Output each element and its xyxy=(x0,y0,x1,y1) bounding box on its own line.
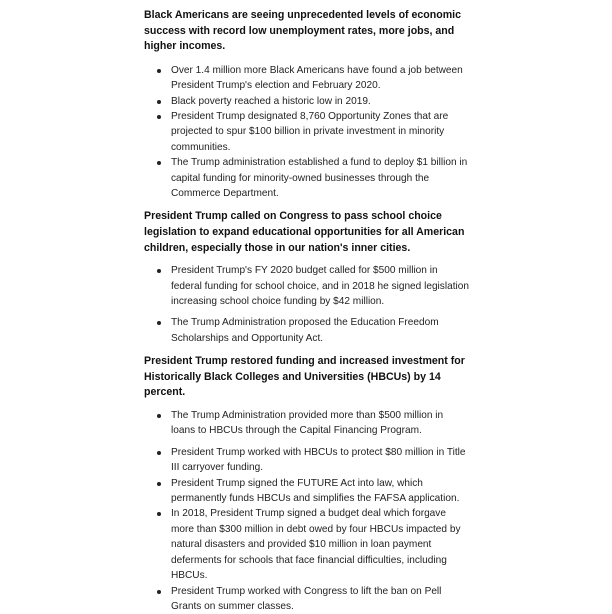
section-school-choice xyxy=(144,209,470,346)
list-item xyxy=(144,109,470,155)
bullet-dot-icon xyxy=(157,512,161,516)
section-economic-success xyxy=(144,8,470,201)
list-item xyxy=(144,94,470,109)
list-item xyxy=(144,584,470,614)
section-hbcu-funding xyxy=(144,354,470,614)
list-item-text: Black poverty reached a historic low in 2019. xyxy=(171,96,371,107)
document-body xyxy=(144,8,470,614)
list-item-text: Over 1.4 million more Black Americans have found a job between President Trump's election and February 2020. xyxy=(171,65,463,91)
list-item-text: President Trump's FY 2020 budget called for $500 million in federal funding for school choice, and in 2018 he signed legislation increasing school choice funding by $42 million. xyxy=(171,265,469,307)
bullet-dot-icon xyxy=(157,100,161,104)
list-item xyxy=(144,506,470,583)
bullet-dot-icon xyxy=(157,269,161,273)
list-item-text: In 2018, President Trump signed a budget deal which forgave more than $300 million in debt owed by four HBCUs impacted by natural disasters and provided $10 million in loan payment deferments for schools that face financial difficulties, including HBCUs. xyxy=(171,508,461,581)
list-item-text: President Trump signed the FUTURE Act into law, which permanently funds HBCUs and simplifies the FAFSA application. xyxy=(171,478,459,504)
list-item-text: President Trump worked with Congress to lift the ban on Pell Grants on summer classes. xyxy=(171,586,441,612)
bullet-dot-icon xyxy=(157,161,161,165)
bullet-dot-icon xyxy=(157,321,161,325)
bullet-dot-icon xyxy=(157,590,161,594)
list-item-text: President Trump designated 8,760 Opportunity Zones that are projected to spur $100 billion in private investment in minority communities. xyxy=(171,111,448,153)
bullet-dot-icon xyxy=(157,451,161,455)
list-item-text: The Trump administration established a fund to deploy $1 billion in capital funding for minority-owned businesses through the Commerce Department. xyxy=(171,157,467,199)
section-heading: Black Americans are seeing unprecedented levels of economic success with record low unemployment rates, more jobs, and higher incomes. xyxy=(144,8,470,55)
list-item xyxy=(144,445,470,476)
bullet-dot-icon xyxy=(157,69,161,73)
bullet-dot-icon xyxy=(157,414,161,418)
list-item-text: The Trump Administration proposed the Education Freedom Scholarships and Opportunity Act. xyxy=(171,317,439,343)
bullet-list xyxy=(144,408,470,614)
list-item xyxy=(144,63,470,94)
list-item-text: The Trump Administration provided more than $500 million in loans to HBCUs through the Capital Financing Program. xyxy=(171,410,443,436)
list-item-text: President Trump worked with HBCUs to protect $80 million in Title III carryover funding. xyxy=(171,447,466,473)
bullet-list xyxy=(144,63,470,202)
section-heading: President Trump called on Congress to pass school choice legislation to expand educational opportunities for all American children, especially those in our nation's inner cities. xyxy=(144,209,470,256)
bullet-list xyxy=(144,263,470,346)
list-item xyxy=(144,408,470,439)
bullet-dot-icon xyxy=(157,482,161,486)
list-item xyxy=(144,315,470,346)
list-item xyxy=(144,263,470,309)
bullet-dot-icon xyxy=(157,115,161,119)
list-item xyxy=(144,476,470,507)
section-heading: President Trump restored funding and increased investment for Historically Black Colleges and Universities (HBCUs) by 14 percent. xyxy=(144,354,470,401)
list-item xyxy=(144,155,470,201)
